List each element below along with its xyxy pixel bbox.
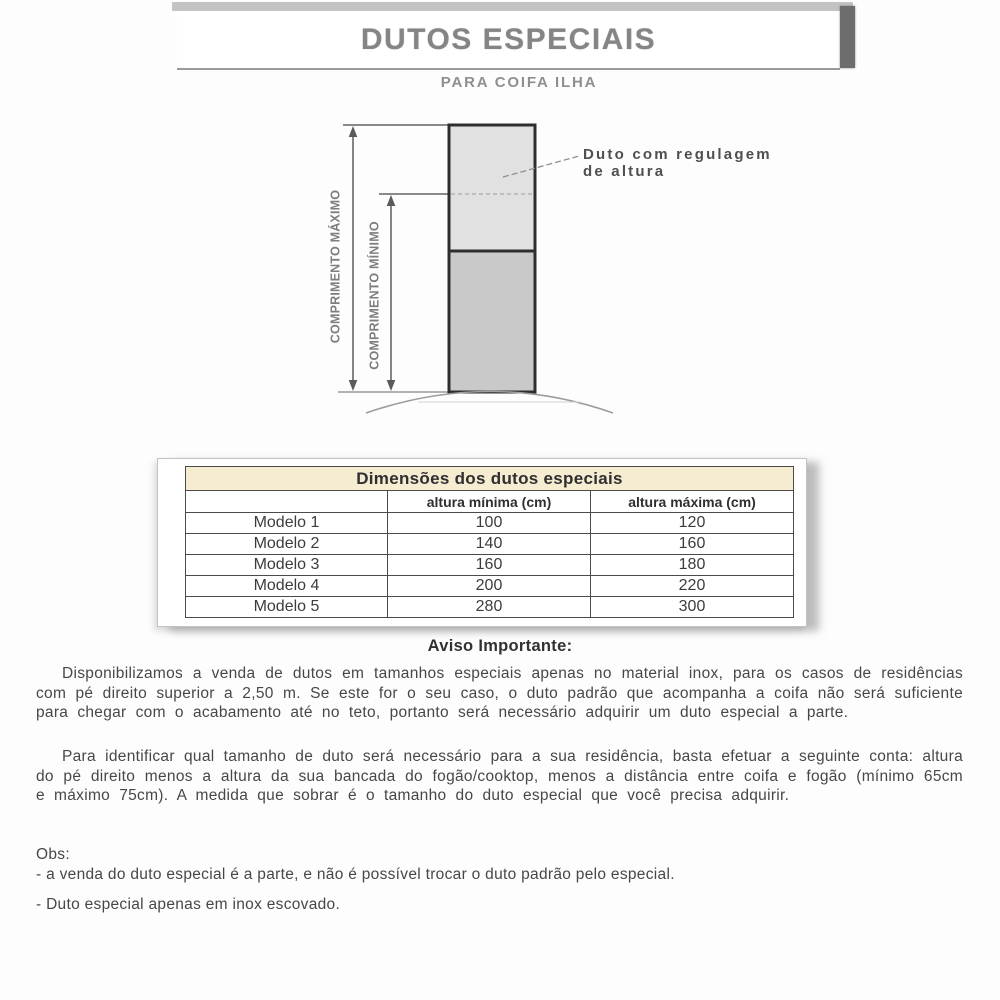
duct-lower-segment	[449, 251, 535, 392]
table-row	[186, 576, 794, 597]
max-cell: 300	[591, 597, 794, 618]
obs-item: - Duto especial apenas em inox escovado.	[36, 896, 341, 913]
dimension-label-max: COMPRIMENTO MÁXIMO	[328, 189, 343, 344]
min-cell: 100	[388, 513, 591, 534]
callout-line2: de altura	[583, 163, 666, 180]
min-cell: 160	[388, 555, 591, 576]
min-cell: 280	[388, 597, 591, 618]
table-title: Dimensões dos dutos especiais	[186, 467, 794, 491]
dimensions-table-card	[157, 458, 807, 627]
model-cell: Modelo 4	[186, 576, 388, 597]
obs-heading: Obs:	[36, 846, 70, 863]
header-title-box	[177, 11, 840, 70]
max-cell: 160	[591, 534, 794, 555]
column-header-max: altura máxima (cm)	[591, 491, 794, 513]
column-header-model	[186, 491, 388, 513]
max-cell: 220	[591, 576, 794, 597]
model-cell: Modelo 3	[186, 555, 388, 576]
min-dimension-arrow	[387, 195, 396, 391]
dimensions-table	[185, 466, 794, 618]
max-cell: 120	[591, 513, 794, 534]
table-row	[186, 597, 794, 618]
table-row	[186, 513, 794, 534]
page-title: DUTOS ESPECIAIS	[360, 22, 657, 56]
max-dimension-arrow	[349, 126, 358, 391]
column-header-min: altura mínima (cm)	[388, 491, 591, 513]
callout-line1: Duto com regulagem	[583, 146, 772, 163]
duct-callout-label	[583, 146, 772, 180]
min-cell: 200	[388, 576, 591, 597]
model-cell: Modelo 5	[186, 597, 388, 618]
page-subtitle: PARA COIFA ILHA	[440, 74, 598, 91]
table-row	[186, 534, 794, 555]
notice-paragraph-2: Para identificar qual tamanho de duto será necessário para a sua residência, basta efetuar a seguinte conta: altura do pé direito menos a altura da sua bancada do fogão/cooktop, menos a distância entre coifa e fogão (mínimo 65cm e máximo 75cm). A medida que sobrar é o tamanho do duto especial que você precisa adquirir.	[36, 748, 963, 804]
notice-heading: Aviso Importante:	[427, 637, 573, 655]
notice-paragraph-1: Disponibilizamos a venda de dutos em tamanhos especiais apenas no material inox, para os casos de residências com pé direito superior a 2,50 m. Se este for o seu caso, o duto padrão que acompanha a coifa não será suficiente para chegar com o acabamento até no teto, portanto será necessário adquirir um duto especial a parte.	[36, 665, 963, 721]
dimension-label-min: COMPRIMENTO MÍNIMO	[367, 221, 382, 370]
duct-diagram	[330, 110, 800, 430]
min-cell: 140	[388, 534, 591, 555]
duct-upper-segment	[449, 125, 535, 251]
max-cell: 180	[591, 555, 794, 576]
observations-block	[36, 845, 963, 915]
obs-item: - a venda do duto especial é a parte, e não é possível trocar o duto padrão pelo especial.	[36, 866, 675, 883]
table-row	[186, 555, 794, 576]
header-accent-bar	[840, 6, 855, 68]
model-cell: Modelo 2	[186, 534, 388, 555]
header-top-bar	[172, 2, 853, 11]
model-cell: Modelo 1	[186, 513, 388, 534]
